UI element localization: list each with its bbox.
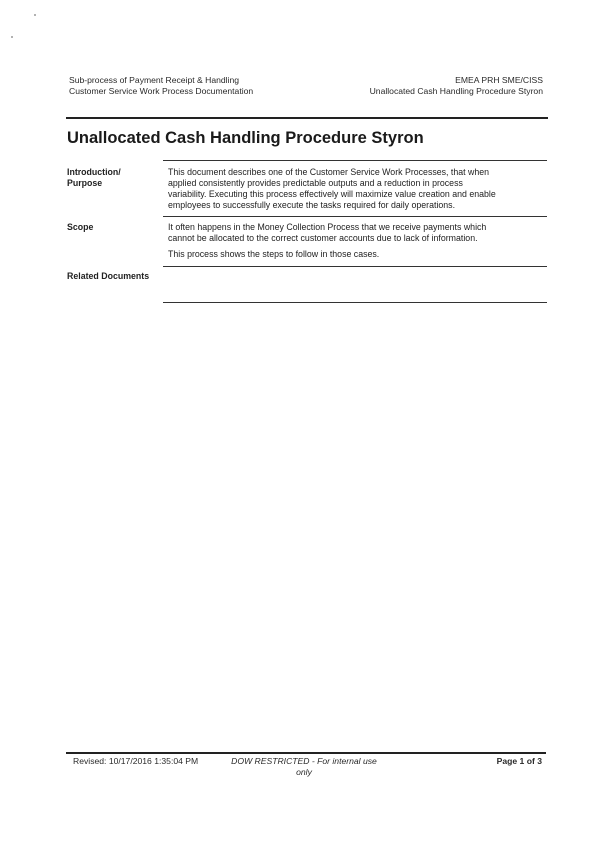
section-divider <box>163 216 547 217</box>
page-number: Page 1 of 3 <box>496 756 542 766</box>
header-documentation-line: Customer Service Work Process Documentation <box>69 86 254 96</box>
introduction-label-line: Introduction/ <box>67 167 121 177</box>
scope-label-line: Scope <box>67 222 94 232</box>
introduction-label <box>67 167 121 189</box>
restriction-line: only <box>296 767 312 777</box>
header-rule <box>66 117 548 119</box>
scope-label <box>67 222 93 233</box>
section-divider <box>163 302 547 303</box>
scope-text-line: cannot be allocated to the correct customer accounts due to lack of information. <box>168 233 478 243</box>
introduction-text-line: employees to successfully execute the tasks required for daily operations. <box>168 200 456 210</box>
introduction-text <box>168 167 540 211</box>
scan-speck <box>34 14 36 16</box>
revised-date: Revised: 10/17/2016 1:35:04 PM <box>73 756 199 766</box>
introduction-label-line: Purpose <box>67 178 103 188</box>
scope-text-line: It often happens in the Money Collection Process that we receive payments which <box>168 222 487 232</box>
header-doc-name-line: Unallocated Cash Handling Procedure Styron <box>369 86 543 96</box>
header-process-line: Sub-process of Payment Receipt & Handling <box>69 75 240 85</box>
related-documents-label-line: Related Documents <box>67 271 150 281</box>
footer-rule <box>66 752 546 754</box>
header-left <box>69 75 253 97</box>
header-department-line: EMEA PRH SME/CISS <box>455 75 543 85</box>
scope-paragraph-2 <box>168 249 540 260</box>
scan-speck <box>11 36 13 38</box>
header-right <box>370 75 543 97</box>
related-documents-label <box>67 271 149 282</box>
restriction-line: DOW RESTRICTED - For internal use <box>231 756 377 766</box>
section-divider <box>163 160 547 161</box>
scope-text-line: This process shows the steps to follow in those cases. <box>168 249 380 259</box>
introduction-text-line: This document describes one of the Customer Service Work Processes, that when <box>168 167 490 177</box>
scope-paragraph-1 <box>168 222 540 244</box>
introduction-text-line: applied consistently provides predictable outputs and a reduction in process <box>168 178 463 188</box>
page-title: Unallocated Cash Handling Procedure Styron <box>67 129 424 147</box>
introduction-text-line: variability. Executing this process effectively will maximize value creation and enable <box>168 189 496 199</box>
restriction-notice <box>228 756 380 778</box>
section-divider <box>163 266 547 267</box>
